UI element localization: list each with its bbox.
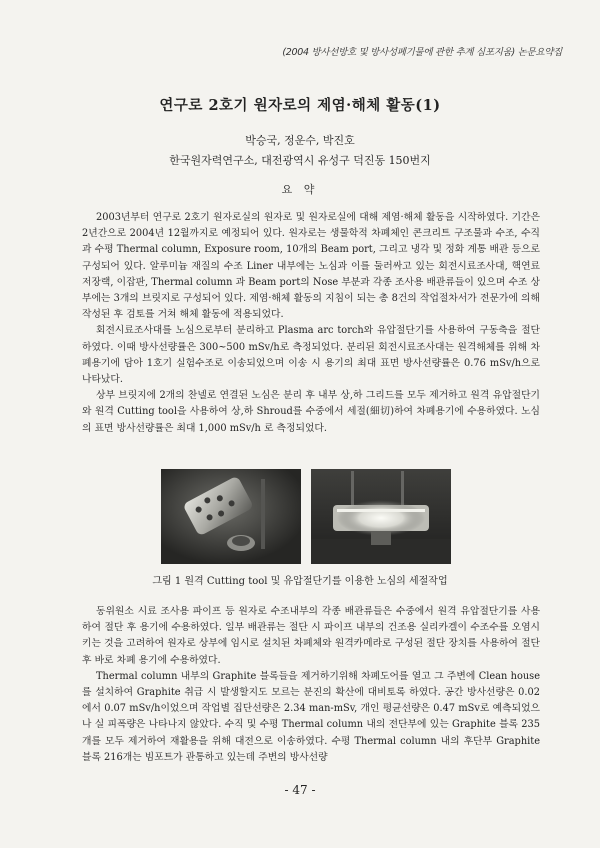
author-list: 박승국, 정운수, 박진호 [245, 134, 355, 147]
hydraulic-cutter-photo-image [311, 469, 451, 564]
paper-title: 연구로 2호기 원자로의 제염·해체 활동(1) [159, 97, 441, 114]
cutting-tool-photo [161, 469, 301, 564]
paragraph: Thermal column 내부의 Graphite 블록들을 제거하기위해 차폐도어를 열고 그 주변에 Clean house를 설치하여 Graphite 취급 시 발생할지도 모르는 분진의 확산에 대비토록 하였다. 공간 방사선량은 0.02에서 0.07 mSv/h이었으며 작업별 집단선량은 2.34 man-mSv, 개인 평균선량은 0.47 mSv로 예측되었으나 실 피폭량은 나타나지 않았다. 수직 및 수평 Thermal column 내의 전단부에 있는 Graphite 블록 235개를 모두 제거하여 재활용을 위해 대전으로 이송하였다. 수평 Thermal column 내의 후단부 Graphite 블록 216개는 빔포트가 관통하고 있는데 주변의 방사선량 [82, 670, 540, 763]
hydraulic-cutter-photo [311, 469, 451, 564]
abstract-heading: 요 약 [281, 183, 319, 196]
abstract-body-top [82, 210, 540, 437]
paragraph: 동위원소 시료 조사용 파이프 등 원자로 수조내부의 각종 배관류들은 수중에서 원격 유압절단기를 사용하여 절단 후 용기에 수용하였다. 일부 배관류는 절단 시 파이프 내부의 건조용 실리카겔이 수조수를 오염시키는 것을 고려하여 원자로 상부에 임시로 설치된 차폐체와 원격카메라로 구성된 절단 장치를 사용하여 절단 후 바로 차폐 용기에 수용하였다. [82, 606, 540, 666]
paragraph: 2003년부터 연구로 2호기 원자로실의 원자로 및 원자로실에 대해 제염·해체 활동을 시작하였다. 기간은 2년간으로 2004년 12월까지로 예정되어 있다. 원자로는 생물학적 차폐체인 콘크리트 구조물과 수조, 수직과 수평 Thermal column, Exposure room, 10개의 Beam port, 그리고 냉각 및 정화 계통 배관 등으로 구성되어 있다. 알루미늄 재질의 수조 Liner 내부에는 노심과 이를 둘러싸고 있는 회전시료조사대, 핵연료 저장랙, 이잡판, Thermal column 과 Beam port의 Nose 부분과 각종 조사용 배관류들이 있으며 수조 상부에는 3개의 브릿지로 구성되어 있다. 제염·해체 활동의 지침이 되는 총 8건의 작업절차서가 전문가에 의해 작성된 후 검토를 거쳐 해체 활동에 적용되었다. [82, 212, 540, 321]
cutting-tool-photo-image [161, 469, 301, 564]
abstract-body-bottom [82, 604, 540, 766]
paragraph: 회전시료조사대를 노심으로부터 분리하고 Plasma arc torch와 유압절단기를 사용하여 구동축을 절단하였다. 이때 방사선량률은 300~500 mSv/h로 측정되었다. 분리된 회전시료조사대는 원격해체를 위해 차폐용기에 담아 1호기 실험수조로 이송되었으며 이송 시 용기의 최대 표면 방사선량률은 0.76 mSv/h으로 나타났다. [82, 325, 540, 386]
conference-header: (2004 방사선방호 및 방사성폐기물에 관한 추계 심포지움) 논문요약집 [282, 47, 562, 58]
figure-caption: 그림 1 원격 Cutting tool 및 유압절단기를 이용한 노심의 세절작업 [152, 576, 448, 587]
page-number: - 47 - [284, 783, 316, 797]
paragraph: 상부 브릿지에 2개의 찬넬로 연결된 노심은 분리 후 내부 상,하 그리드를 모두 제거하고 원격 유압절단기와 원격 Cutting tool을 사용하여 상,하 Shroud를 수중에서 세절(細切)하여 차폐용기에 수용하였다. 노심의 표면 방사선량률은 최대 1,000 mSv/h 로 측정되었다. [82, 390, 540, 434]
affiliation: 한국원자력연구소, 대전광역시 유성구 덕진동 150번지 [169, 154, 431, 167]
figure-1 [161, 469, 451, 564]
